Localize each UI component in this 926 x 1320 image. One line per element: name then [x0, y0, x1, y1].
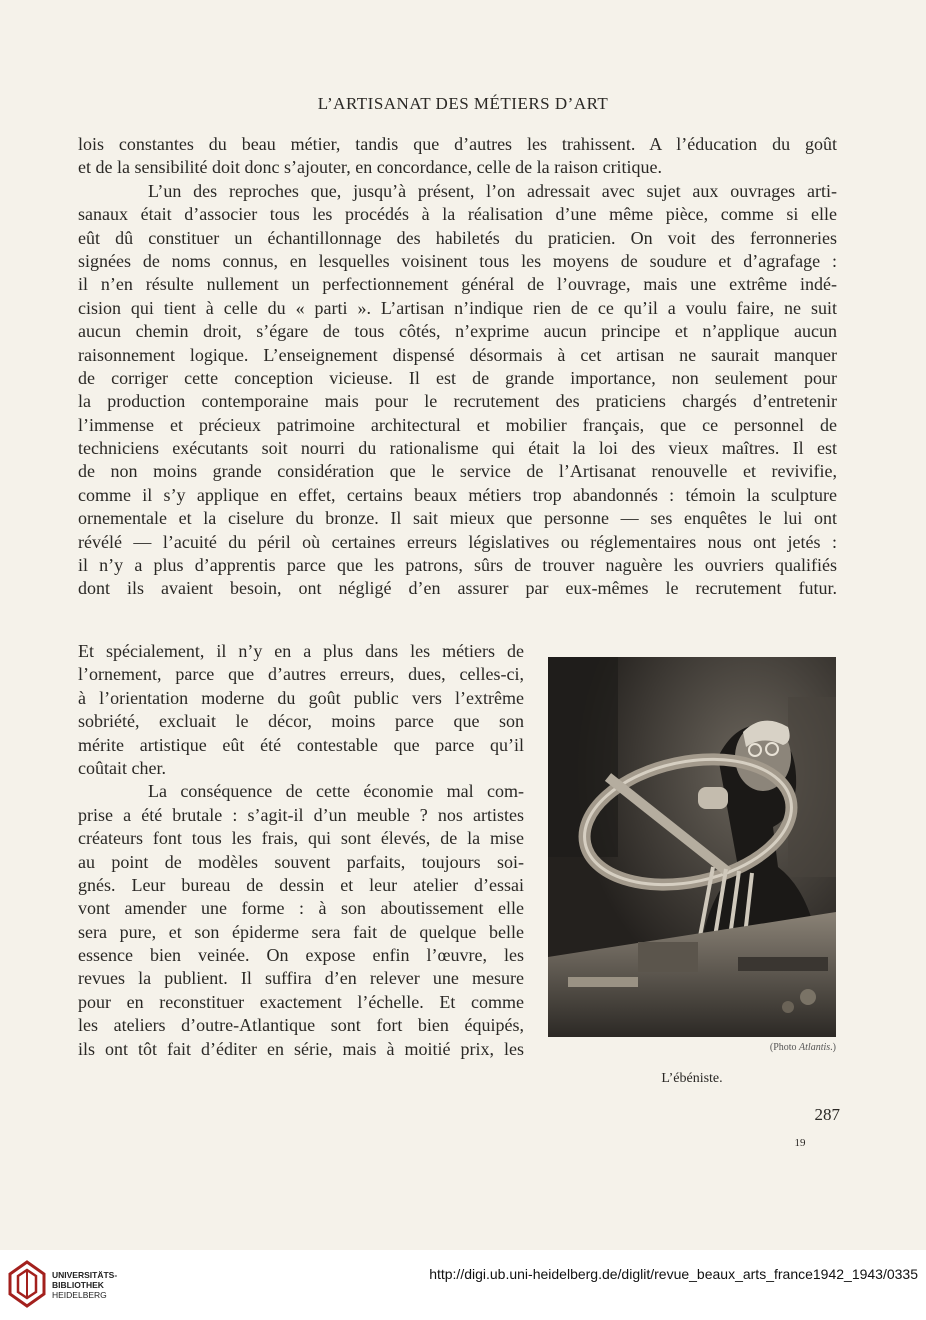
credit-suffix: .): [830, 1042, 836, 1053]
text-line: essence bien veinée. On expose enfin l’œuvre, les: [78, 945, 524, 966]
text-line: sobriété, excluait le décor, moins parce que son: [78, 711, 524, 732]
text-line: il n’y a plus d’apprentis parce que les patrons, sûrs de trouver naguère les ouvriers qualifiés: [78, 555, 837, 576]
text-line: La conséquence de cette économie mal com-: [148, 781, 524, 802]
text-line: de corriger cette conception vicieuse. Il est de grande importance, non seulement pour: [78, 367, 837, 388]
text-line: de non moins grande considération que le service de l’Artisanat renouvelle et revivifie,: [78, 461, 837, 482]
credit-name: Atlantis: [799, 1042, 831, 1053]
permalink-url[interactable]: http://digi.ub.uni-heidelberg.de/diglit/revue_beaux_arts_france1942_1943/0335: [429, 1266, 918, 1282]
body-text-left: [78, 640, 524, 1061]
page-number: 287: [814, 1105, 840, 1124]
photo-illustration: [548, 657, 836, 1037]
text-line: l’ornement, parce que d’autres erreurs, dues, celles-ci,: [78, 664, 524, 685]
text-line: dont ils avaient besoin, ont négligé d’en assurer par eux-mêmes le recrutement futur.: [78, 578, 837, 599]
text-line: revues la publient. Il suffira d’en relever une mesure: [78, 968, 524, 989]
university-library-logo-icon: [8, 1260, 46, 1308]
text-line: et de la sensibilité doit donc s’ajouter, en concordance, celle de la raison critique.: [78, 157, 663, 178]
text-line: comme il s’y applique en effet, certains beaux métiers trop abandonnés : témoin la sculpture: [78, 484, 837, 505]
text-line: vont amender une forme : à son aboutissement elle: [78, 898, 524, 919]
text-line: sera pure, et son épiderme sera fait de quelque belle: [78, 921, 524, 942]
text-line: pour en reconstituer exactement l’échelle. Et comme: [78, 991, 524, 1012]
figure-caption: L’ébéniste.: [661, 1071, 723, 1086]
text-line: gnés. Leur bureau de dessin et leur atelier d’essai: [78, 874, 524, 895]
text-line: l’immense et précieux patrimoine architectural et mobilier français, que ce personnel de: [78, 414, 837, 435]
text-line: ornementale et la ciselure du bronze. Il sait mieux que personne — ses enquêtes le lui ont: [78, 508, 837, 529]
text-line: aucun chemin droit, s’égare de tous côtés, n’exprime aucun principe et n’applique aucun: [78, 321, 837, 342]
text-line: créateurs font tous les frais, qui sont élevés, de la mise: [78, 828, 524, 849]
text-line: les ateliers d’outre-Atlantique sont fort bien équipés,: [78, 1015, 524, 1036]
text-line: au point de modèles souvent parfaits, toujours soi-: [78, 851, 524, 872]
library-name: [52, 1270, 117, 1300]
library-line-3: HEIDELBERG: [52, 1290, 107, 1300]
library-line-2: BIBLIOTHEK: [52, 1280, 104, 1290]
text-line: raisonnement logique. L’enseignement dispensé désormais à cet artisan ne saurait manquer: [78, 344, 837, 365]
text-line: L’un des reproches que, jusqu’à présent, l’on adressait avec sujet aux ouvrages arti-: [148, 180, 837, 201]
text-line: techniciens exécutants soit nourri du rationalisme qui était la loi des vieux maîtres. Il est: [78, 438, 837, 459]
text-line: ils ont tôt fait d’éditer en série, mais à moitié prix, les: [78, 1038, 524, 1059]
text-line: Et spécialement, il n’y en a plus dans les métiers de: [78, 641, 524, 661]
text-line: eût dû constituer un échantillonnage des habiletés du praticien. On voit des ferronneries: [78, 227, 837, 248]
text-line: mérite artistique eût été contestable que parce qu’il: [78, 734, 524, 755]
text-line: à l’orientation moderne du goût public vers l’extrême: [78, 687, 524, 708]
library-line-1: UNIVERSITÄTS-: [52, 1270, 118, 1280]
text-line: sanaux était d’associer tous les procédés à la réalisation d’une même pièce, comme si elle: [78, 204, 837, 225]
text-line: prise a été brutale : s’agit-il d’un meuble ? nos artistes: [78, 804, 524, 825]
text-line: révélé — l’acuité du péril où certaines erreurs législatives ou réglementaires nous ont jetés :: [78, 531, 837, 552]
signature-mark: 19: [794, 1137, 806, 1149]
text-line: cision qui tient à celle du « parti ». L’artisan n’indique rien de ce qu’il a voulu faire, ne suit: [78, 297, 837, 318]
text-line: lois constantes du beau métier, tandis que d’autres les trahissent. A l’éducation du goût: [78, 134, 837, 154]
digitization-footer: [0, 1250, 926, 1320]
photo-credit: [548, 1042, 836, 1053]
text-line: signées de noms connus, en lesquelles voisinent tous les moyens de soudure et d’agrafage :: [78, 250, 837, 271]
running-header: L’ARTISANAT DES MÉTIERS D’ART: [317, 94, 609, 113]
text-line: la production contemporaine mais pour le recrutement des praticiens chargés d’entretenir: [78, 391, 837, 412]
text-line: coûtait cher.: [78, 757, 166, 778]
body-text-top: [78, 133, 837, 601]
text-line: il n’en résulte nullement un perfectionnement général de l’ouvrage, mais une extrême indé-: [78, 274, 837, 295]
credit-prefix: (Photo: [769, 1042, 800, 1053]
cabinetmaker-photo: [548, 657, 836, 1037]
